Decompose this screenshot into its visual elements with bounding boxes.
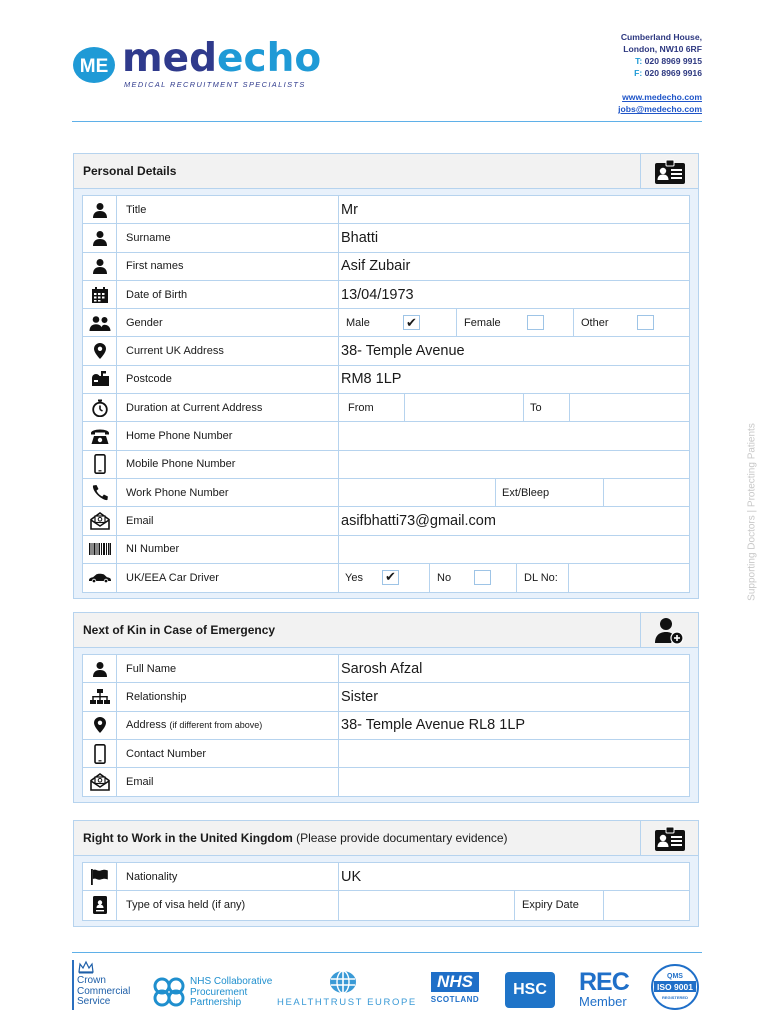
barcode-icon [83, 536, 117, 563]
field-label: Full Name [117, 655, 339, 682]
web-links [618, 91, 702, 115]
field-label: First names [117, 253, 339, 280]
first-names-field[interactable]: Asif Zubair [341, 258, 411, 275]
flag-icon [83, 863, 117, 890]
brand-name [122, 36, 321, 81]
rec-member-text: Member [579, 994, 627, 1009]
nhscpp-text [190, 977, 272, 1009]
telephone-icon [83, 422, 117, 449]
registered-text: REGISTERED [661, 995, 689, 1000]
id-card-icon [640, 154, 698, 189]
cell-divider [514, 891, 515, 919]
section-header [74, 821, 698, 856]
id-card-icon [640, 821, 698, 856]
nhs-collaborative-procurement-logo [152, 960, 272, 1010]
nhscpp-line-1: NHS Collaborative [190, 976, 273, 987]
surname-field[interactable]: Bhatti [341, 229, 379, 246]
no-checkbox[interactable] [474, 570, 491, 585]
next-of-kin-table [82, 654, 690, 797]
location-pin-icon [83, 337, 117, 364]
to-field[interactable] [573, 394, 685, 421]
scotland-text: SCOTLAND [430, 995, 480, 1004]
table-row [83, 768, 689, 796]
right-to-work-section [73, 820, 699, 927]
table-row [83, 863, 689, 891]
website-link[interactable]: www.medecho.com [622, 92, 702, 102]
cell-divider [523, 394, 524, 421]
field-label: Gender [117, 309, 339, 336]
telephone-line [618, 55, 702, 67]
right-to-work-table [82, 862, 690, 921]
hsc-logo [505, 960, 557, 1010]
cell-divider [516, 564, 517, 592]
rec-mark: REC [579, 968, 629, 996]
brand-suffix: echo [217, 36, 322, 81]
person-icon [83, 253, 117, 280]
cell-divider [456, 309, 457, 336]
person-icon [83, 224, 117, 251]
field-label: Postcode [117, 366, 339, 393]
cell-divider [495, 479, 496, 506]
visa-type-field[interactable] [341, 891, 511, 919]
iso-badge-icon [650, 963, 700, 1011]
ext-bleep-field[interactable] [607, 479, 687, 506]
yes-label: Yes [345, 572, 363, 584]
female-checkbox[interactable] [527, 315, 544, 330]
cell-divider [568, 564, 569, 592]
postcode-field[interactable]: RM8 1LP [341, 371, 402, 388]
dl-no-label: DL No: [524, 572, 558, 584]
section-title: Personal Details [83, 164, 177, 178]
add-person-icon [640, 613, 698, 648]
nhscpp-line-2: Procurement [190, 986, 248, 998]
section-title-note: (Please provide documentary evidence) [296, 831, 508, 845]
cell-divider [573, 309, 574, 336]
ccs-line-1: Crown [77, 975, 106, 986]
field-label: Current UK Address [117, 337, 339, 364]
table-row [83, 196, 689, 224]
healthtrust-europe-logo [277, 960, 417, 1010]
field-label: NI Number [117, 536, 339, 563]
envelope-icon [83, 507, 117, 534]
female-label: Female [464, 316, 501, 329]
table-row [83, 536, 689, 564]
mobile-phone-field[interactable] [339, 451, 689, 478]
section-header [74, 154, 698, 189]
cell-divider [404, 394, 405, 421]
nhs-scotland-logo [427, 960, 487, 1010]
header-divider [72, 121, 702, 122]
field-label: UK/EEA Car Driver [117, 564, 339, 592]
person-icon [83, 655, 117, 682]
passport-icon [83, 891, 117, 919]
field-label: Duration at Current Address [117, 394, 339, 421]
nhscpp-line-3: Partnership [190, 997, 242, 1008]
medecho-logo-mark-icon [72, 46, 116, 84]
mobile-phone-icon [83, 740, 117, 767]
ccs-bar [72, 960, 74, 1010]
from-label: From [348, 401, 374, 414]
field-label: Relationship [117, 683, 339, 710]
cell-divider [429, 564, 430, 592]
field-label [117, 712, 339, 739]
kin-relationship-field[interactable]: Sister [341, 688, 379, 705]
field-label: Date of Birth [117, 281, 339, 308]
table-row [83, 712, 689, 740]
table-row [83, 422, 689, 450]
section-title [83, 831, 508, 845]
side-slogan: Supporting Doctors | Protecting Patients [746, 423, 758, 601]
logo-me-text: ME [79, 56, 109, 77]
field-label: Home Phone Number [117, 422, 339, 449]
yes-checkbox[interactable]: ✔ [382, 570, 399, 585]
brand-tagline: MEDICAL RECRUITMENT SPECIALISTS [124, 80, 306, 89]
ext-bleep-label: Ext/Bleep [502, 486, 550, 499]
title-field[interactable]: Mr [341, 201, 358, 218]
kin-address-field[interactable]: 38- Temple Avenue RL8 1LP [341, 717, 526, 734]
mailbox-icon [83, 366, 117, 393]
section-header [74, 613, 698, 648]
address-label: Address [126, 719, 167, 732]
envelope-icon [83, 768, 117, 796]
table-row [83, 891, 689, 919]
globe-icon [329, 970, 357, 994]
qms-text: QMS [667, 973, 683, 980]
personal-details-table [82, 195, 690, 593]
brand-prefix: med [122, 36, 218, 81]
people-icon [83, 309, 117, 336]
personal-details-section [73, 153, 699, 599]
person-icon [83, 196, 117, 223]
location-pin-icon [83, 712, 117, 739]
field-label: Email [117, 768, 339, 796]
other-checkbox[interactable] [637, 315, 654, 330]
cell-divider [569, 394, 570, 421]
table-row [83, 740, 689, 768]
hsc-box: HSC [505, 972, 555, 1008]
cell-divider [603, 479, 604, 506]
hte-text: HEALTHTRUST EUROPE [277, 997, 417, 1008]
table-row [83, 507, 689, 535]
fax-label: F: [634, 68, 643, 78]
mobile-phone-icon [83, 451, 117, 478]
contact-block [618, 31, 702, 115]
male-label: Male [346, 316, 370, 329]
address-label-note: (if different from above) [169, 720, 263, 731]
current-address-field[interactable]: 38- Temple Avenue [341, 343, 465, 360]
cell-divider [603, 891, 604, 919]
male-checkbox[interactable]: ✔ [403, 315, 420, 330]
table-row [83, 655, 689, 683]
iso-9001-badge [650, 960, 702, 1010]
car-icon [83, 564, 117, 592]
knot-icon [152, 976, 186, 1008]
iso-text: ISO 9001 [657, 982, 693, 992]
table-row [83, 479, 689, 507]
section-title-bold: Right to Work in the United Kingdom [83, 831, 293, 845]
other-label: Other [581, 316, 609, 329]
expiry-date-label: Expiry Date [522, 899, 579, 912]
table-row [83, 337, 689, 365]
kin-email-field[interactable] [339, 768, 689, 796]
table-row [83, 253, 689, 281]
table-row [83, 366, 689, 394]
ni-number-field[interactable] [339, 536, 689, 563]
phone-handset-icon [83, 479, 117, 506]
tel-label: T: [635, 56, 643, 66]
nationality-field[interactable]: UK [341, 868, 362, 885]
table-row [83, 564, 689, 592]
work-phone-field[interactable] [341, 479, 491, 506]
dl-no-field[interactable] [572, 564, 687, 592]
ccs-text [77, 976, 130, 1008]
field-label: Title [117, 196, 339, 223]
email-link[interactable]: jobs@medecho.com [618, 104, 702, 114]
table-row [83, 281, 689, 309]
rec-member-logo [579, 960, 635, 1010]
field-label: Mobile Phone Number [117, 451, 339, 478]
address-line-2: London, NW10 6RF [623, 44, 702, 54]
home-phone-field[interactable] [339, 422, 689, 449]
field-label: Work Phone Number [117, 479, 339, 506]
table-row [83, 451, 689, 479]
crown-icon [78, 960, 94, 974]
stopwatch-icon [83, 394, 117, 421]
crown-commercial-service-logo [72, 960, 144, 1010]
fax-value: 020 8969 9916 [644, 68, 702, 78]
date-of-birth-field[interactable]: 13/04/1973 [341, 286, 414, 303]
table-row [83, 224, 689, 252]
to-label: To [530, 401, 542, 414]
fax-line [618, 67, 702, 79]
no-label: No [437, 572, 452, 584]
section-title: Next of Kin in Case of Emergency [83, 623, 276, 637]
email-field[interactable]: asifbhatti73@gmail.com [341, 512, 496, 529]
from-field[interactable] [408, 394, 520, 421]
kin-full-name-field[interactable]: Sarosh Afzal [341, 660, 423, 677]
tel-value: 020 8969 9915 [644, 56, 702, 66]
hierarchy-icon [83, 683, 117, 710]
field-label: Surname [117, 224, 339, 251]
next-of-kin-section [73, 612, 699, 803]
field-label: Contact Number [117, 740, 339, 767]
nhs-box: NHS [431, 972, 479, 992]
field-label: Nationality [117, 863, 339, 890]
ccs-line-3: Service [77, 996, 111, 1007]
table-row [83, 309, 689, 337]
table-row [83, 394, 689, 422]
kin-contact-number-field[interactable] [339, 740, 689, 767]
ccs-line-2: Commercial [77, 985, 131, 997]
table-row [83, 683, 689, 711]
address-line-1: Cumberland House, [620, 32, 702, 42]
field-label: Email [117, 507, 339, 534]
expiry-date-field[interactable] [607, 891, 687, 919]
field-label: Type of visa held (if any) [117, 891, 339, 919]
footer-divider [72, 952, 702, 953]
calendar-icon [83, 281, 117, 308]
